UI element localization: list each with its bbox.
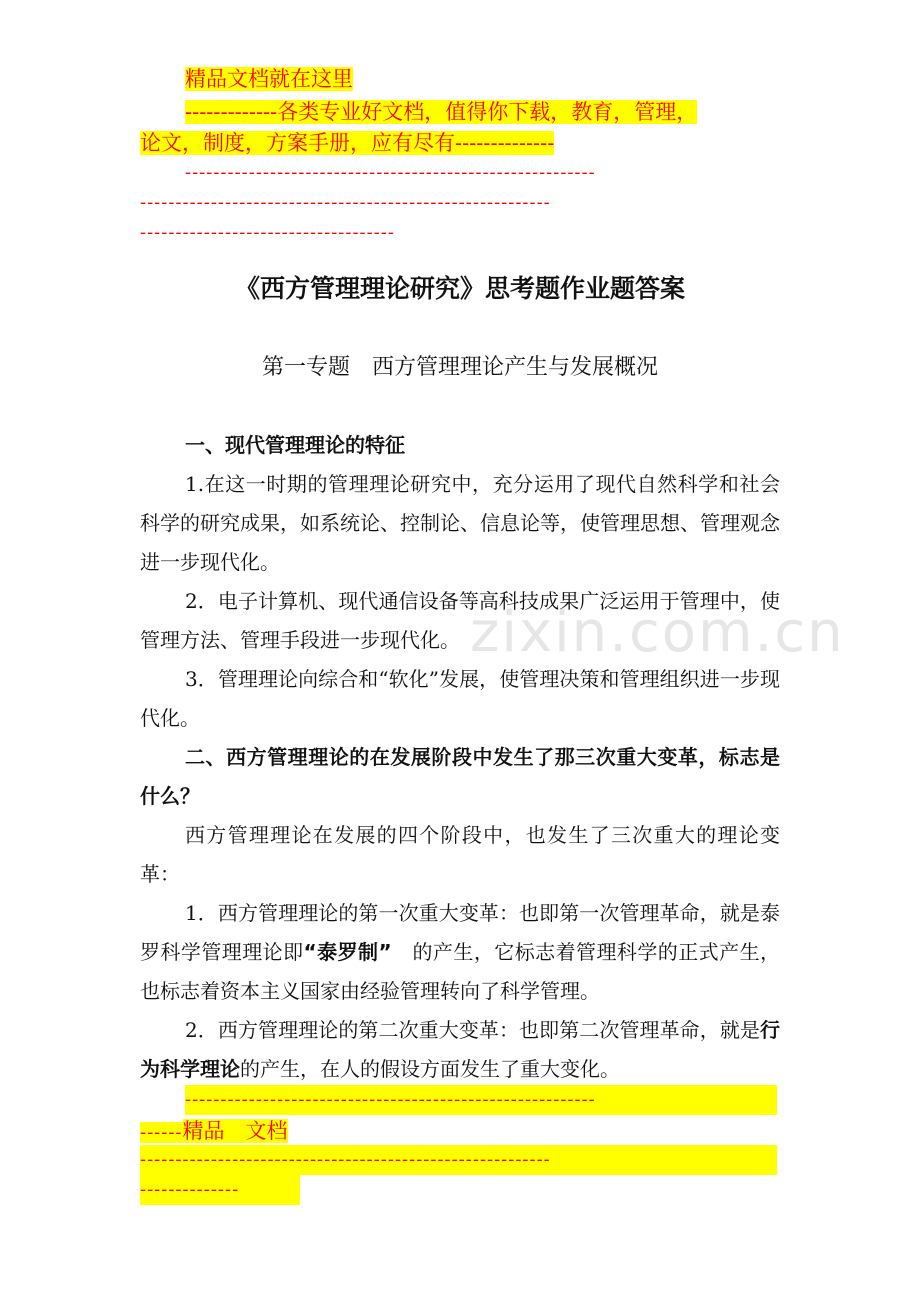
section1-paragraph-2: 2．电子计算机、现代通信设备等高科技成果广泛运用于管理中，使管理方法、管理手段进一步现代化。: [140, 589, 780, 652]
footer-banner-label: ------精品 文档: [140, 1119, 288, 1143]
header-dash-row: ------------------------------------: [140, 222, 395, 243]
section1-paragraph-1: 1.在这一时期的管理理论研究中，充分运用了现代自然科学和社会科学的研究成果，如系统论、控制论、信息论等，使管理思想、管理观念进一步现代化。: [140, 472, 780, 574]
watermark: zixin.com.cn: [470, 600, 845, 665]
section2-heading: 二、西方管理理论的在发展阶段中发生了那三次重大变革，标志是什么？: [140, 745, 780, 808]
taylor-system-term: “泰罗制”: [303, 940, 392, 964]
footer-dash-row: ----------------------------------------------------------: [185, 1085, 777, 1115]
footer-dash-row: --------------: [140, 1175, 300, 1205]
behavioral-science-term: 行为科学理论: [140, 1018, 780, 1081]
section1-paragraph-3: 3．管理理论向综合和“软化”发展，使管理决策和管理组织进一步现代化。: [140, 667, 780, 730]
header-dash-row: ----------------------------------------------------------: [185, 162, 596, 183]
section1-heading: 一、现代管理理论的特征: [185, 433, 405, 457]
section2-intro: 西方管理理论在发展的四个阶段中，也发生了三次重大的理论变革：: [140, 823, 780, 886]
header-banner-line3: 论文，制度，方案手册，应有尽有--------------: [140, 131, 555, 155]
document-subtitle: 第一专题 西方管理理论产生与发展概况: [261, 355, 658, 380]
footer-dash-row: ----------------------------------------------------------: [140, 1145, 777, 1175]
header-banner-line1: 精品文档就在这里: [185, 67, 353, 91]
document-title: 《西方管理理论研究》思考题作业题答案: [234, 274, 685, 303]
section2-paragraph-1: 1．西方管理理论的第一次重大变革：也即第一次管理革命，就是泰罗科学管理理论即“泰罗制” 的产生，它标志着管理科学的正式产生，也标志着资本主义国家由经验管理转向了科学管理。: [140, 901, 781, 1003]
header-dash-row: ----------------------------------------------------------: [140, 192, 551, 213]
section2-paragraph-2: 2．西方管理理论的第二次重大变革：也即第二次管理革命，就是行为科学理论的产生，在人的假设方面发生了重大变化。: [140, 1018, 780, 1081]
header-banner-line2: -------------各类专业好文档，值得你下载，教育，管理，: [185, 100, 698, 124]
